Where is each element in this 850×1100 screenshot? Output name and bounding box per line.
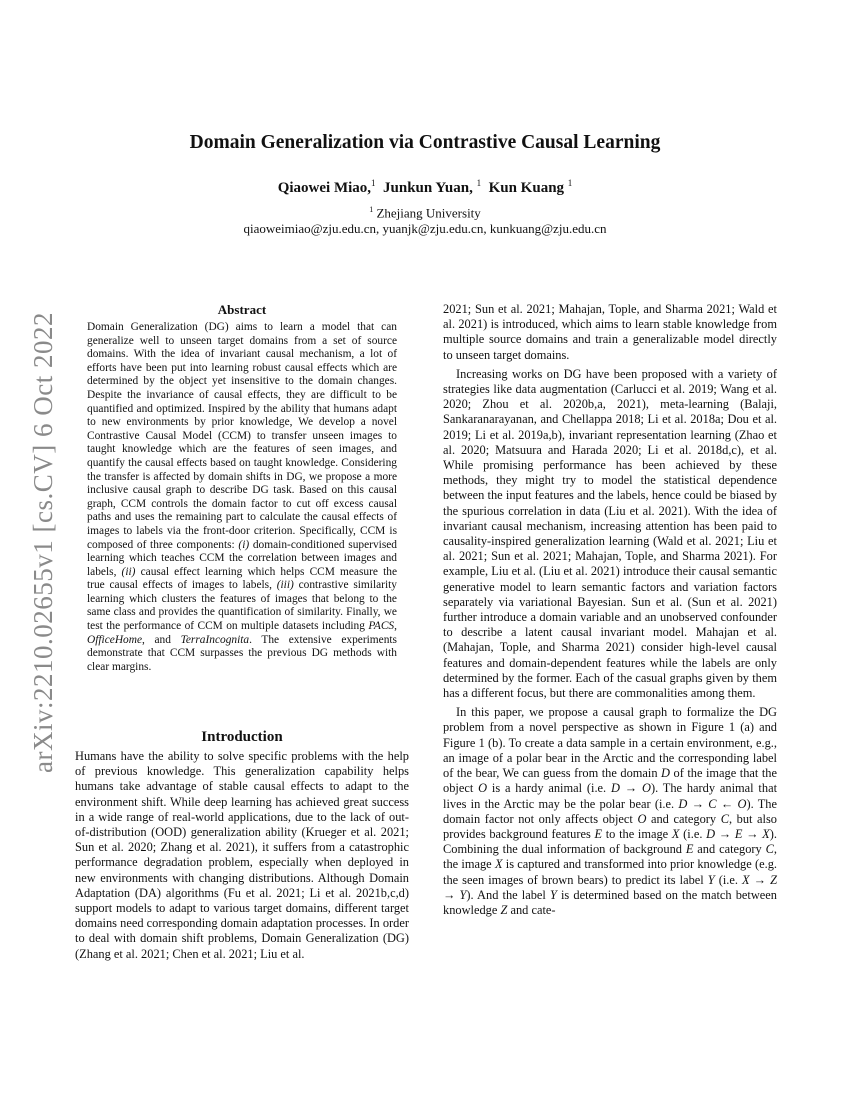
text-segment: is captured and transformed into prior knowledge (e.g. the seen images of brown bears) to predict its label — [443, 857, 778, 887]
math-symbol: C — [765, 842, 774, 857]
introduction-heading: Introduction — [201, 729, 283, 745]
introduction-left-column — [75, 749, 409, 962]
author-list — [0, 178, 850, 197]
text-segment: is a hardy animal (i.e. — [487, 781, 611, 796]
text-segment: and category — [646, 811, 721, 826]
introduction-right-column — [443, 302, 777, 918]
text-segment: ). Combining the dual information of background — [443, 826, 777, 857]
text-segment: to the image — [602, 826, 672, 841]
arxiv-stamp: arXiv:2210.02655v1 [cs.CV] 6 Oct 2022 — [27, 311, 58, 773]
paragraph: Increasing works on DG have been proposed with a variety of strategies like data augmentation (Carlucci et al. 2019; Wang et al. 2020; Zhou et al. 2020b,a, 2021), meta-learning (Balaji, Sankaranarayanan, and Chellappa 2018; Li et al. 2018a; Dou et al. 2019; Li et al. 2019a,b), invariant representation learning (Zhao et al. 2020; Matsuura and Harada 2020; Li et al. 2018d,c), et al. While promising performance has been achieved by these methods, they might try to model the statistical dependence between the input features and the labels, hence could be biased by the spurious correlation in data (Liu et al. 2021). With the idea of invariant causal mechanism, increasing attention has been paid to causality-inspired generalization learning (Wald et al. 2021; Liu et al. 2021; Sun et al. 2021; Mahajan, Tople, and Sharma 2021). For example, Liu et al. (Liu et al. 2021) introduce their causal semantic generative model to learn semantic factors and variation factors separately via variational Bayesian. Sun et al. (Sun et al. 2021) further introduce a domain variable and an unobserved confounder to describe a latent causal invariant model. Mahajan et al. (Mahajan, Tople, and Sharma 2021) consider high-level causal features and domain-dependent features while the labels are only determined by the former. Each of the casual graphs given by them has a different focus, but there are commonalities among them. — [443, 366, 777, 701]
affiliation-name: Zhejiang University — [376, 205, 481, 221]
affiliation — [0, 205, 850, 221]
math-symbol: Y — [707, 872, 715, 887]
math-symbol: E — [685, 842, 694, 857]
author-name: Junkun Yuan, — [383, 180, 473, 196]
text-segment: (i.e. — [679, 826, 707, 841]
math-symbol: Y — [549, 887, 557, 902]
abstract-heading: Abstract — [217, 302, 267, 317]
affiliation-mark: 1 — [369, 205, 374, 214]
text-segment: and category — [693, 842, 766, 857]
enum-marker: (i) — [238, 538, 250, 551]
text-segment: , but also provides background features — [443, 811, 777, 841]
text-segment: ). The domain factor not only affects object — [443, 796, 777, 826]
math-symbol: C — [720, 811, 729, 826]
author-name: Qiaowei Miao, — [277, 180, 372, 196]
author-name: Kun Kuang — [488, 180, 565, 196]
math-symbol: E — [594, 826, 603, 841]
abstract-segment: causal effect learning which helps CCM measure the true causal effects of images to labels, — [87, 565, 398, 592]
arxiv-identifier — [22, 292, 64, 792]
paragraph-with-math — [443, 705, 777, 918]
math-symbol: D — [661, 766, 670, 781]
abstract-text — [87, 321, 397, 674]
paragraph: 2021; Sun et al. 2021; Mahajan, Tople, and Sharma 2021; Wald et al. 2021) is introduced, which aims to learn stable knowledge from multiple source domains and train a generalizable model directly to unseen target domains. — [443, 302, 777, 362]
text-segment: is determined based on the match between knowledge — [443, 887, 777, 917]
math-symbol: D → O — [610, 781, 651, 796]
enum-marker: (ii) — [121, 565, 136, 578]
abstract-segment: , — [394, 620, 397, 633]
math-symbol: Z — [500, 902, 508, 917]
abstract-segment: contrastive similarity learning which clusters the features of images that belong to the same class and provides the quantification of similarity. Finally, we test the performance of CCM on multiple datasets including — [87, 579, 397, 633]
math-symbol: X → Z → Y — [443, 872, 777, 902]
text-segment: of the image that the object — [443, 766, 777, 796]
author-affil-mark: 1 — [567, 178, 573, 188]
author-affil-mark: 1 — [371, 178, 376, 188]
enum-marker: (iii) — [276, 579, 294, 592]
text-segment: ). And the label — [466, 887, 550, 902]
abstract-segment: Domain Generalization (DG) aims to learn a model that can generalize well to unseen target domains from a set of source domains. With the idea of invariant causal mechanism, a lot of efforts have been put into learning robust causal effects which are determined by the object yet insensitive to the domain changes. Despite the invariance of causal effects, they are difficult to be quantified and optimized. Inspired by the ability that humans adapt to new environments by prior knowledge, We develop a novel Contrastive Causal Model (CCM) to transfer unseen images to taught knowledge which are the features of seen images, and quantify the causal effects based on taught knowledge. Considering the transfer is affected by domain shifts in DG, we propose a more inclusive causal graph to describe DG task. Based on this causal graph, CCM controls the domain factor to cut off excess causal paths and uses the remaining part to calculate the causal effects of images to labels via the front-door criterion. Specifically, CCM is composed of three components: — [87, 321, 397, 551]
dataset-name: TerraIncognita — [180, 633, 250, 646]
abstract-segment: domain-conditioned supervised learning which teaches CCM the correlation between images and labels, — [87, 538, 397, 578]
abstract-segment: . The extensive experiments demonstrate that CCM surpasses the previous DG methods with clear margins. — [87, 633, 397, 673]
abstract-segment: , and — [142, 633, 181, 646]
author-affil-mark: 1 — [476, 178, 482, 188]
math-symbol: D → E → X — [706, 826, 770, 841]
math-symbol: D → C ← O — [678, 796, 747, 811]
paper-title: Domain Generalization via Contrastive Causal Learning — [189, 132, 661, 153]
author-emails: qiaoweimiao@zju.edu.cn, yuanjk@zju.edu.cn, kunkuang@zju.edu.cn — [243, 221, 607, 236]
text-segment: , the image — [443, 842, 777, 872]
dataset-name: PACS — [368, 620, 395, 633]
dataset-name: OfficeHome — [87, 633, 143, 646]
math-symbol: X — [671, 826, 680, 841]
math-symbol: O — [637, 811, 647, 826]
math-symbol: O — [478, 781, 488, 796]
text-segment: ). The hardy animal that lives in the Arctic may be the polar bear (i.e. — [443, 781, 778, 811]
math-symbol: X — [494, 857, 503, 872]
text-segment: (i.e. — [714, 872, 743, 887]
text-segment: In this paper, we propose a causal graph to formalize the DG problem from a novel perspective as shown in Figure 1 (a) and Figure 1 (b). To create a data sample in a certain environment, e.g., an image of a polar bear in the Arctic and the corresponding label of the bear, We can guess from the domain — [443, 705, 777, 781]
paragraph: Humans have the ability to solve specific problems with the help of previous knowledge. This generalization capability helps humans take advantage of stable causal effects to adapt to the environment shift. While deep learning has achieved great success in a wide range of real-world applications, due to the lack of out-of-distribution (OOD) generalization ability (Krueger et al. 2021; Sun et al. 2020; Zhang et al. 2021), it suffers from a catastrophic performance degradation problem, especially when deployed in new environments with changing distributions. Although Domain Adaptation (DA) algorithms (Fu et al. 2021; Li et al. 2021b,c,d) support models to adapt to various target domains, different target domains need corresponding domain adaptation processes. In order to deal with domain shift problems, Domain Generalization (DG) (Zhang et al. 2021; Chen et al. 2021; Liu et al. — [75, 749, 409, 961]
text-segment: and cate- — [507, 902, 556, 917]
